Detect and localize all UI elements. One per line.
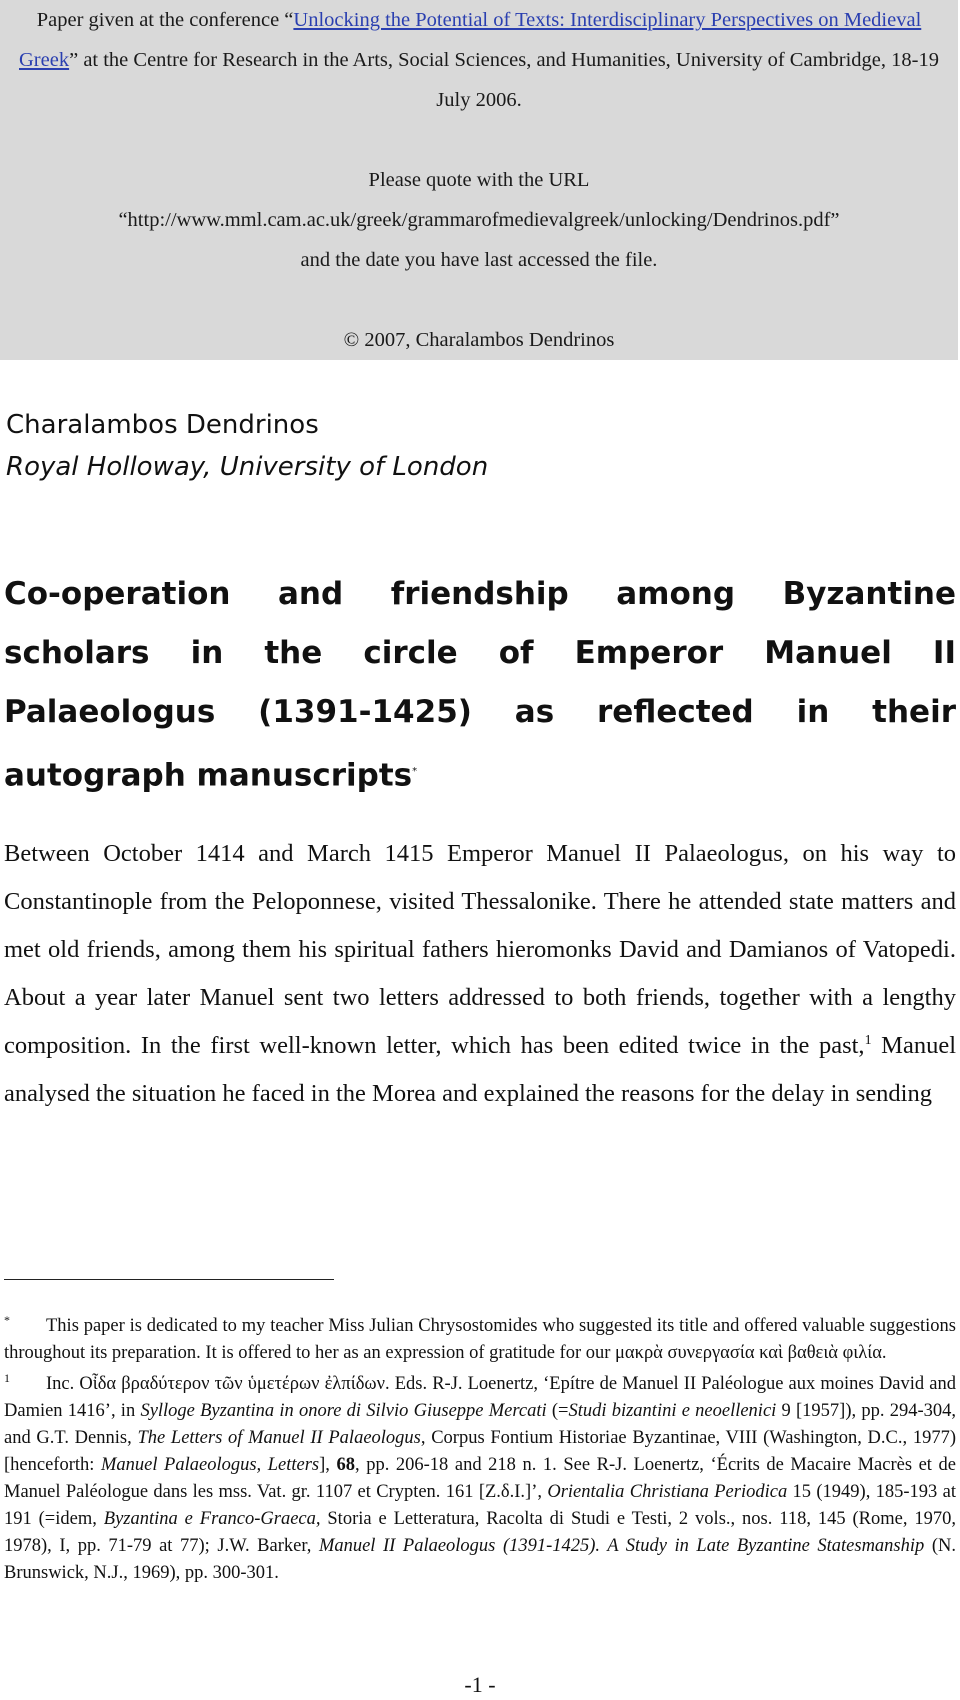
title-footnote-mark: *	[412, 766, 418, 777]
author-block	[6, 404, 488, 488]
citation-notice-box	[0, 0, 958, 360]
copyright-line: © 2007, Charalambos Dendrinos	[343, 329, 615, 351]
conference-note: Paper given at the conference “Unlocking the Potential of Texts: Interdisciplinary Perspectives on Medieval Greek” at the Centre for Research in the Arts, Social Sciences, and Humanities, University of Cambridge, 18-19 July 2006.	[19, 9, 939, 111]
author-name: Charalambos Dendrinos	[6, 410, 319, 440]
body-paragraph: Between October 1414 and March 1415 Emperor Manuel II Palaeologus, on his way to Constantinople from the Peloponnese, visited Thessalonike. There he attended state matters and met old friends, among them his spiritual fathers hieromonks David and Damianos of Vatopedi. About a year later Manuel sent two letters addressed to both friends, together with a lengthy composition. In the first well-known letter, which has been edited twice in the past,$^1$ Manuel analysed the situation he faced in the Morea and explained the reasons for the delay in sending	[4, 840, 956, 1107]
quote-instruction: Please quote with the URL	[368, 169, 590, 191]
citation-url: “http://www.mml.cam.ac.uk/greek/grammarofmedievalgreek/unlocking/Dendrinos.pdf”	[118, 209, 840, 231]
access-date-note: and the date you have last accessed the file.	[300, 249, 658, 271]
footnote-ref-1: 1	[864, 1032, 872, 1048]
author-affiliation: Royal Holloway, University of London	[6, 452, 489, 482]
footnote-star: * This paper is dedicated to my teacher Miss Julian Chrysostomides who suggested its title and offered valuable suggestions throughout its preparation. It is offered to her as an expression of gratitude for our μακρὰ συνεργασία καὶ βαθειὰ φιλία.	[4, 1312, 956, 1363]
footnotes	[4, 1313, 956, 1591]
footnote-1: 1 Inc. Οἶδα βραδύτερον τῶν ὑμετέρων ἐλπίδων. Eds. R-J. Loenertz, ‘Epítre de Manuel II Paléologue aux moines David and Damien 1416’, in Sylloge Byzantina in onore di Silvio Giuseppe Mercati (=Studi bizantini e neoellenici 9 [1957]), pp. 294-304, and G.T. Dennis, The Letters of Manuel II Palaeologus, Corpus Fontium Historiae Byzantinae, VIII (Washington, D.C., 1977) [henceforth: Manuel Palaeologus, Letters], 68, pp. 206-18 and 218 n. 1. See R-J. Loenertz, ‘Écrits de Macaire Macrès et de Manuel Paléologue dans les mss. Vat. gr. 1107 et Crypten. 161 [Z.δ.I.]’, Orientalia Christiana Periodica 15 (1949), 185-193 at 191 (=idem, Byzantina e Franco-Graeca, Storia e Letteratura, Racolta di Studi e Testi, 2 vols., nos. 118, 145 (Rome, 1970, 1978), I, pp. 71-79 at 77); J.W. Barker, Manuel II Palaeologus (1391-1425). A Study in Late Byzantine Statesmanship (N. Brunswick, N.J., 1969), pp. 300-301.	[4, 1370, 956, 1583]
conference-link[interactable]: Unlocking the Potential of Texts: Interdisciplinary Perspectives on Medieval Greek	[19, 9, 922, 71]
footnote-separator	[4, 1279, 334, 1280]
paper-title: Co-operation and friendship among Byzantine scholars in the circle of Emperor Manuel II Palaeologus (1391-1425) as reflected in their autograph manuscripts*	[4, 576, 956, 794]
page-number: -1 -	[464, 1672, 496, 1697]
